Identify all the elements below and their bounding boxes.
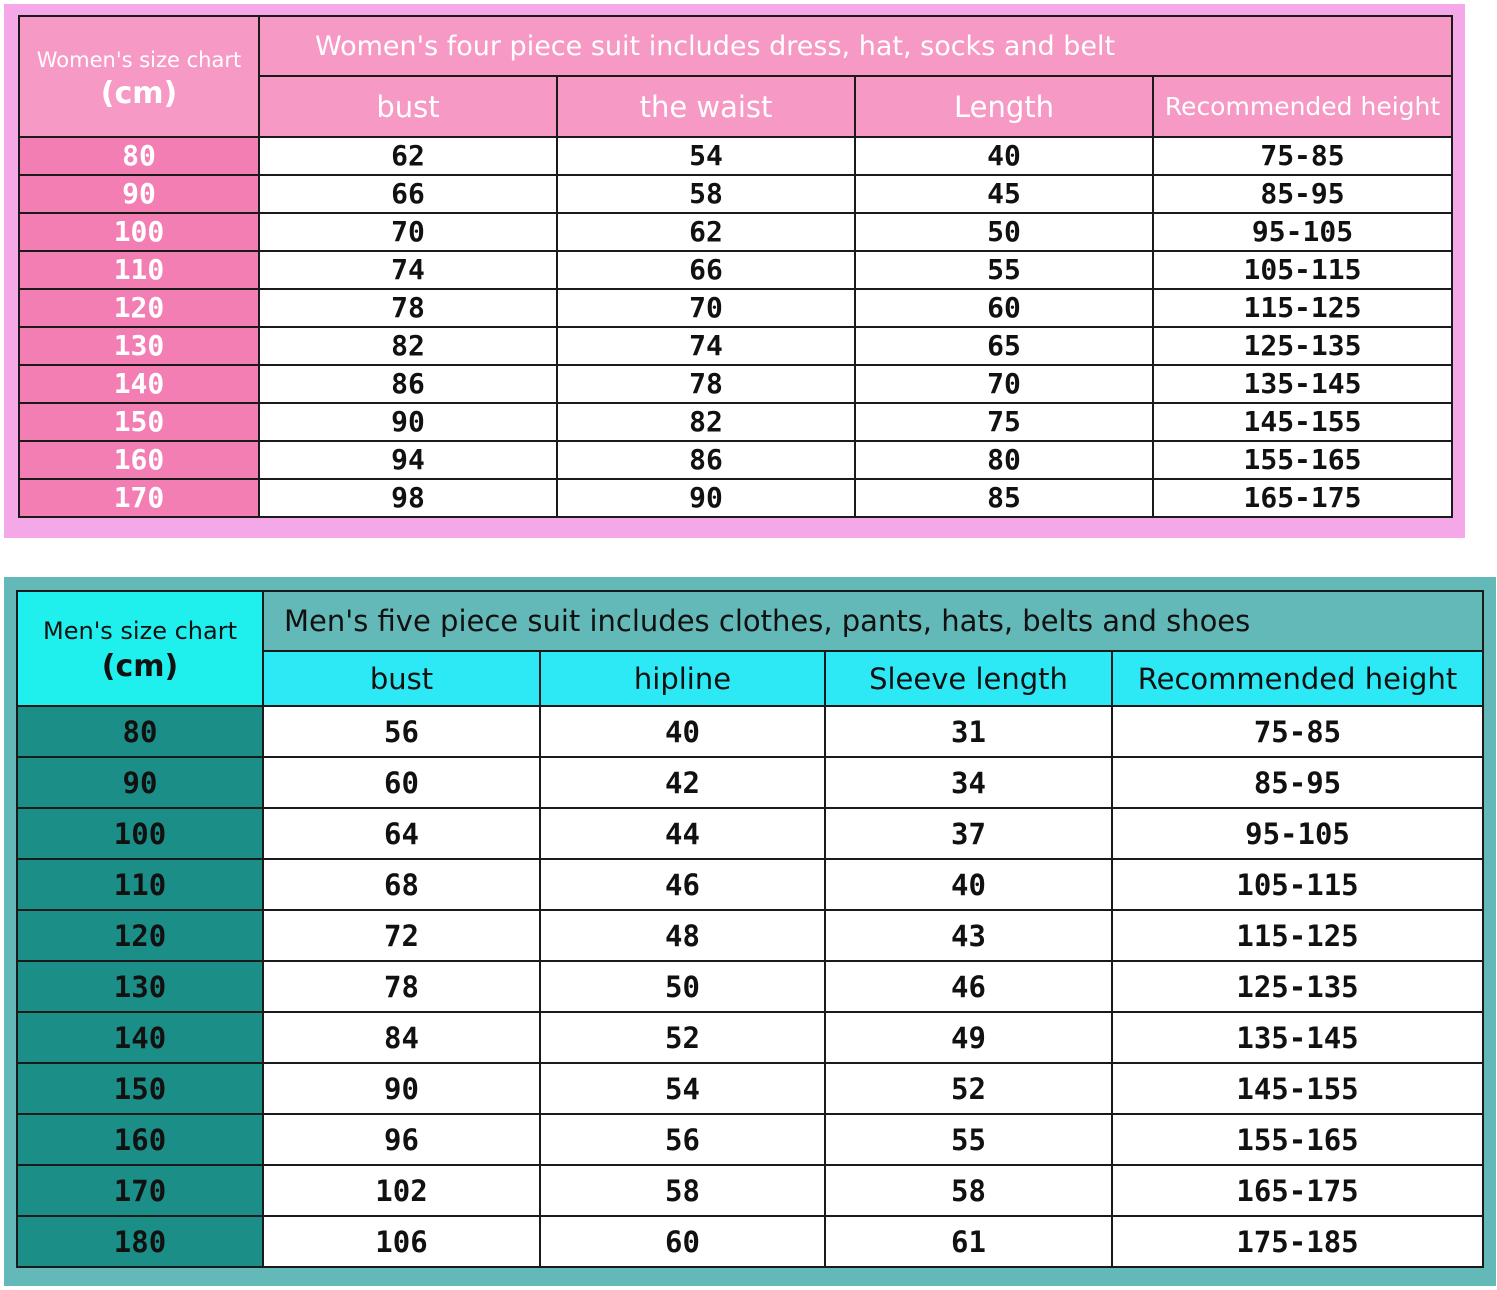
men-hipline-cell: 48 — [540, 910, 825, 961]
men-suit-description: Men's five piece suit includes clothes, pants, hats, belts and shoes — [263, 591, 1483, 651]
men-sleeve-length-cell: 61 — [825, 1216, 1112, 1267]
women-length-cell: 70 — [855, 365, 1153, 403]
women-table-row — [19, 441, 1452, 479]
women-size-cell: 170 — [19, 479, 259, 517]
women-table-row — [19, 175, 1452, 213]
women-height-cell: 145-155 — [1153, 403, 1452, 441]
women-size-cell: 140 — [19, 365, 259, 403]
women-length-cell: 40 — [855, 137, 1153, 175]
men-height-cell: 145-155 — [1112, 1063, 1483, 1114]
men-sleeve-length-cell: 43 — [825, 910, 1112, 961]
women-size-cell: 150 — [19, 403, 259, 441]
men-sleeve-length-cell: 55 — [825, 1114, 1112, 1165]
men-height-cell: 125-135 — [1112, 961, 1483, 1012]
men-chart-title: Men's size chart — [43, 616, 237, 645]
women-length-cell: 75 — [855, 403, 1153, 441]
women-table-row — [19, 403, 1452, 441]
women-waist-cell: 86 — [557, 441, 855, 479]
women-length-cell: 50 — [855, 213, 1153, 251]
women-bust-cell: 82 — [259, 327, 557, 365]
men-table-row — [17, 1012, 1483, 1063]
men-height-cell: 85-95 — [1112, 757, 1483, 808]
women-waist-cell: 62 — [557, 213, 855, 251]
women-waist-cell: 78 — [557, 365, 855, 403]
men-size-cell: 80 — [17, 706, 263, 757]
men-hipline-cell: 56 — [540, 1114, 825, 1165]
women-length-cell: 60 — [855, 289, 1153, 327]
men-bust-cell: 68 — [263, 859, 540, 910]
women-table-row — [19, 251, 1452, 289]
men-bust-cell: 84 — [263, 1012, 540, 1063]
women-table-row — [19, 213, 1452, 251]
men-table-row — [17, 757, 1483, 808]
men-sleeve-length-cell: 52 — [825, 1063, 1112, 1114]
men-size-cell: 140 — [17, 1012, 263, 1063]
men-size-cell: 110 — [17, 859, 263, 910]
men-size-table — [16, 590, 1484, 1268]
men-size-chart-panel — [4, 577, 1496, 1286]
men-height-cell: 175-185 — [1112, 1216, 1483, 1267]
men-hipline-cell: 40 — [540, 706, 825, 757]
men-bust-cell: 102 — [263, 1165, 540, 1216]
men-table-row — [17, 961, 1483, 1012]
men-table-row — [17, 808, 1483, 859]
men-table-row — [17, 859, 1483, 910]
women-size-chart-panel — [4, 4, 1465, 538]
men-table-row — [17, 1165, 1483, 1216]
women-length-cell: 80 — [855, 441, 1153, 479]
men-size-cell: 160 — [17, 1114, 263, 1165]
women-size-cell: 120 — [19, 289, 259, 327]
men-size-cell: 120 — [17, 910, 263, 961]
women-bust-cell: 86 — [259, 365, 557, 403]
men-size-cell: 130 — [17, 961, 263, 1012]
women-height-cell: 115-125 — [1153, 289, 1452, 327]
women-size-cell: 130 — [19, 327, 259, 365]
women-length-cell: 55 — [855, 251, 1153, 289]
men-header-hipline: hipline — [540, 651, 825, 706]
women-bust-cell: 66 — [259, 175, 557, 213]
women-size-table — [18, 15, 1453, 518]
men-bust-cell: 56 — [263, 706, 540, 757]
women-bust-cell: 90 — [259, 403, 557, 441]
women-bust-cell: 74 — [259, 251, 557, 289]
men-height-cell: 75-85 — [1112, 706, 1483, 757]
women-table-row — [19, 289, 1452, 327]
men-sleeve-length-cell: 58 — [825, 1165, 1112, 1216]
women-size-cell: 160 — [19, 441, 259, 479]
men-sleeve-length-cell: 37 — [825, 808, 1112, 859]
men-size-cell: 180 — [17, 1216, 263, 1267]
men-chart-unit: (cm) — [101, 648, 179, 684]
women-height-cell: 165-175 — [1153, 479, 1452, 517]
women-waist-cell: 54 — [557, 137, 855, 175]
men-bust-cell: 60 — [263, 757, 540, 808]
women-corner-label — [19, 16, 259, 137]
women-height-cell: 155-165 — [1153, 441, 1452, 479]
men-hipline-cell: 52 — [540, 1012, 825, 1063]
men-height-cell: 165-175 — [1112, 1165, 1483, 1216]
men-hipline-cell: 42 — [540, 757, 825, 808]
men-size-cell: 170 — [17, 1165, 263, 1216]
men-hipline-cell: 50 — [540, 961, 825, 1012]
women-height-cell: 125-135 — [1153, 327, 1452, 365]
men-sleeve-length-cell: 34 — [825, 757, 1112, 808]
women-height-cell: 75-85 — [1153, 137, 1452, 175]
men-bust-cell: 78 — [263, 961, 540, 1012]
women-bust-cell: 98 — [259, 479, 557, 517]
men-height-cell: 155-165 — [1112, 1114, 1483, 1165]
women-bust-cell: 94 — [259, 441, 557, 479]
men-header-sleeve-length: Sleeve length — [825, 651, 1112, 706]
women-chart-unit: (cm) — [100, 75, 178, 111]
men-corner-label — [17, 591, 263, 706]
men-table-row — [17, 910, 1483, 961]
men-height-cell: 115-125 — [1112, 910, 1483, 961]
women-length-cell: 65 — [855, 327, 1153, 365]
women-header-length: Length — [855, 76, 1153, 137]
women-header-bust: bust — [259, 76, 557, 137]
men-sleeve-length-cell: 46 — [825, 961, 1112, 1012]
men-bust-cell: 90 — [263, 1063, 540, 1114]
men-sleeve-length-cell: 31 — [825, 706, 1112, 757]
men-header-bust: bust — [263, 651, 540, 706]
men-hipline-cell: 46 — [540, 859, 825, 910]
men-hipline-cell: 54 — [540, 1063, 825, 1114]
men-bust-cell: 64 — [263, 808, 540, 859]
women-waist-cell: 90 — [557, 479, 855, 517]
men-height-cell: 95-105 — [1112, 808, 1483, 859]
women-size-cell: 80 — [19, 137, 259, 175]
men-hipline-cell: 44 — [540, 808, 825, 859]
men-bust-cell: 72 — [263, 910, 540, 961]
men-sleeve-length-cell: 40 — [825, 859, 1112, 910]
women-table-row — [19, 327, 1452, 365]
women-waist-cell: 82 — [557, 403, 855, 441]
women-waist-cell: 66 — [557, 251, 855, 289]
women-table-row — [19, 365, 1452, 403]
women-size-cell: 90 — [19, 175, 259, 213]
women-height-cell: 135-145 — [1153, 365, 1452, 403]
women-bust-cell: 62 — [259, 137, 557, 175]
men-sleeve-length-cell: 49 — [825, 1012, 1112, 1063]
women-bust-cell: 70 — [259, 213, 557, 251]
women-height-cell: 85-95 — [1153, 175, 1452, 213]
women-length-cell: 85 — [855, 479, 1153, 517]
men-size-cell: 150 — [17, 1063, 263, 1114]
women-chart-title: Women's size chart — [36, 47, 242, 72]
men-header-height: Recommended height — [1112, 651, 1483, 706]
women-size-cell: 110 — [19, 251, 259, 289]
men-table-row — [17, 1063, 1483, 1114]
women-header-height: Recommended height — [1153, 76, 1452, 137]
men-bust-cell: 96 — [263, 1114, 540, 1165]
men-size-cell: 90 — [17, 757, 263, 808]
women-waist-cell: 70 — [557, 289, 855, 327]
men-hipline-cell: 58 — [540, 1165, 825, 1216]
women-waist-cell: 74 — [557, 327, 855, 365]
men-table-row — [17, 1216, 1483, 1267]
women-table-row — [19, 479, 1452, 517]
women-suit-description: Women's four piece suit includes dress, hat, socks and belt — [259, 16, 1452, 76]
women-table-row — [19, 137, 1452, 175]
men-table-row — [17, 706, 1483, 757]
men-size-cell: 100 — [17, 808, 263, 859]
women-height-cell: 95-105 — [1153, 213, 1452, 251]
men-table-row — [17, 1114, 1483, 1165]
men-height-cell: 105-115 — [1112, 859, 1483, 910]
men-bust-cell: 106 — [263, 1216, 540, 1267]
women-size-cell: 100 — [19, 213, 259, 251]
women-bust-cell: 78 — [259, 289, 557, 327]
women-height-cell: 105-115 — [1153, 251, 1452, 289]
men-height-cell: 135-145 — [1112, 1012, 1483, 1063]
men-hipline-cell: 60 — [540, 1216, 825, 1267]
women-length-cell: 45 — [855, 175, 1153, 213]
women-waist-cell: 58 — [557, 175, 855, 213]
women-header-waist: the waist — [557, 76, 855, 137]
